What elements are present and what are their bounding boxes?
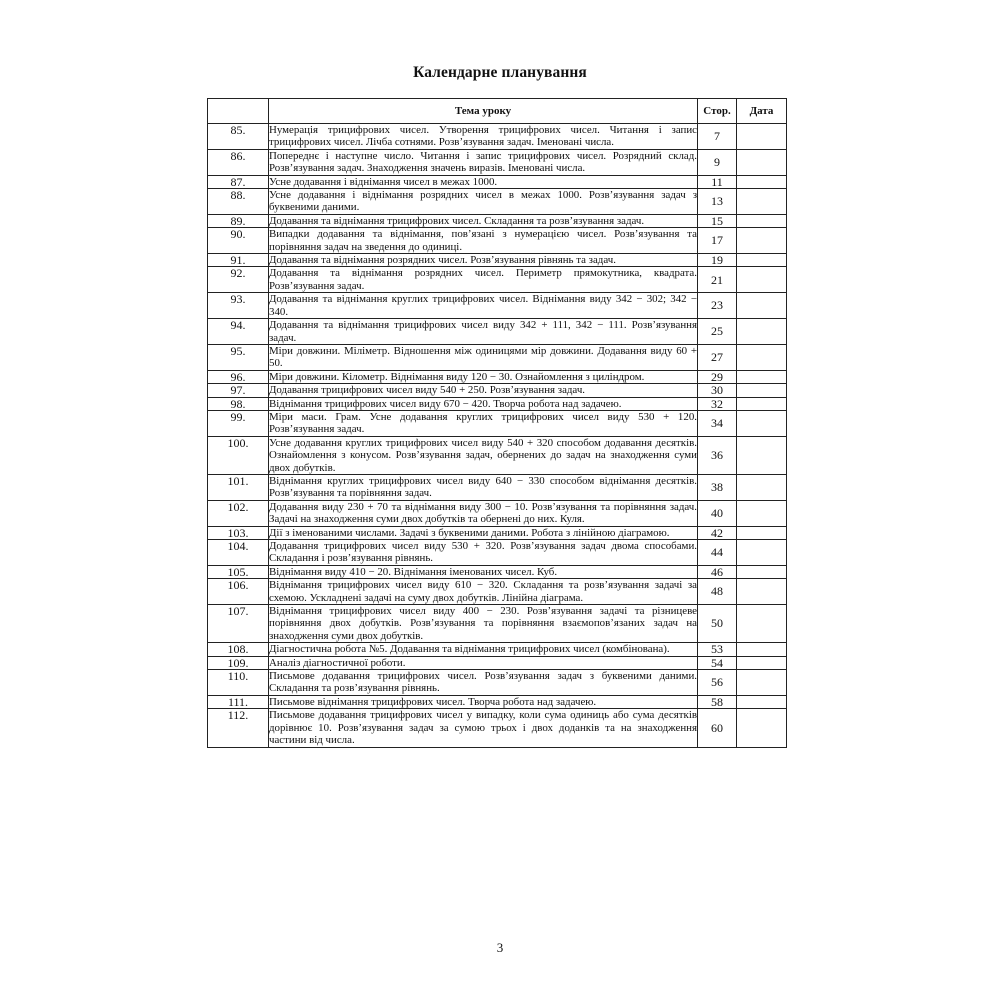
table-row bbox=[208, 500, 787, 526]
row-topic: Віднімання трицифрових чисел виду 400 − 230. Розв’язування задачі та різницеве порівняння двох добутків. Розв’язування та порівняння взаємопов’язаних задач на знаходження суми двох добутків. bbox=[269, 605, 697, 642]
row-number: 93. bbox=[208, 293, 269, 319]
row-date bbox=[737, 228, 787, 254]
row-topic: Віднімання трицифрових чисел виду 610 − 320. Складання та розв’язування задачі за схемою. Ускладнені задачі на суму двох добутків. Лінійна діаграма. bbox=[269, 579, 697, 604]
row-page: 11 bbox=[698, 175, 737, 188]
row-number: 101. bbox=[208, 474, 269, 500]
row-number: 104. bbox=[208, 540, 269, 566]
table-row bbox=[208, 695, 787, 708]
row-date bbox=[737, 149, 787, 175]
row-page: 25 bbox=[698, 319, 737, 345]
table-row bbox=[208, 656, 787, 669]
row-date bbox=[737, 124, 787, 150]
row-number: 98. bbox=[208, 397, 269, 410]
table-row bbox=[208, 254, 787, 267]
calendar-plan-table bbox=[207, 98, 787, 748]
page-number: 3 bbox=[496, 940, 504, 955]
table-row bbox=[208, 579, 787, 605]
row-date bbox=[737, 656, 787, 669]
row-topic: Додавання трицифрових чисел виду 540 + 250. Розв’язування задач. bbox=[269, 384, 698, 397]
row-page: 53 bbox=[698, 643, 737, 656]
row-date bbox=[737, 189, 787, 215]
row-topic: Нумерація трицифрових чисел. Утворення трицифрових чисел. Читання і запис трицифрових чисел. Лічба сотнями. Розв’язування задач. Іменовані числа. bbox=[269, 124, 697, 149]
row-topic: Міри довжини. Міліметр. Відношення між одиницями мір довжини. Додавання виду 60 + 50. bbox=[269, 344, 697, 370]
row-date bbox=[737, 370, 787, 383]
row-number: 100. bbox=[208, 436, 269, 474]
header-date: Дата bbox=[737, 99, 787, 124]
row-topic: Усне додавання круглих трицифрових чисел виду 540 + 320 способом додавання десятків. Ознайомлення з конусом. Розв’язування задач, обернених до задач на знаходження суми двох добутків. bbox=[269, 436, 697, 474]
row-number: 112. bbox=[208, 709, 269, 747]
table-body bbox=[208, 124, 787, 748]
row-page: 36 bbox=[698, 436, 737, 474]
row-number: 105. bbox=[208, 565, 269, 578]
row-page: 27 bbox=[698, 344, 737, 370]
row-number: 86. bbox=[208, 149, 269, 175]
row-number: 88. bbox=[208, 189, 269, 215]
row-topic: Письмове додавання трицифрових чисел у випадку, коли сума одиниць або сума десятків дорівнює 10. Розв’язування задач за сумою трьох і двох доданків та на знаходження частини від числа. bbox=[269, 709, 697, 747]
table-row bbox=[208, 175, 787, 188]
row-topic: Аналіз діагностичної роботи. bbox=[269, 656, 698, 669]
row-date bbox=[737, 319, 787, 345]
row-number: 92. bbox=[208, 267, 269, 293]
row-number: 97. bbox=[208, 384, 269, 397]
table-row bbox=[208, 124, 787, 150]
row-number: 102. bbox=[208, 500, 269, 526]
table-row bbox=[208, 370, 787, 383]
row-page: 44 bbox=[698, 540, 737, 566]
row-page: 17 bbox=[698, 228, 737, 254]
row-date bbox=[737, 670, 787, 696]
row-number: 94. bbox=[208, 319, 269, 345]
row-page: 60 bbox=[698, 709, 737, 747]
table-row bbox=[208, 228, 787, 254]
row-number: 107. bbox=[208, 605, 269, 643]
row-date bbox=[737, 565, 787, 578]
page-title: Календарне планування bbox=[413, 64, 587, 81]
table-row bbox=[208, 540, 787, 566]
row-page: 56 bbox=[698, 670, 737, 696]
row-page: 46 bbox=[698, 565, 737, 578]
table-row bbox=[208, 214, 787, 227]
table-row bbox=[208, 643, 787, 656]
row-topic: Письмове віднімання трицифрових чисел. Творча робота над задачею. bbox=[269, 695, 698, 708]
header-page: Стор. bbox=[698, 99, 737, 124]
row-date bbox=[737, 397, 787, 410]
row-number: 89. bbox=[208, 214, 269, 227]
row-topic: Діагностична робота №5. Додавання та віднімання трицифрових чисел (комбінована). bbox=[269, 643, 698, 656]
row-page: 38 bbox=[698, 474, 737, 500]
row-page: 15 bbox=[698, 214, 737, 227]
row-page: 58 bbox=[698, 695, 737, 708]
row-page: 23 bbox=[698, 293, 737, 319]
row-number: 96. bbox=[208, 370, 269, 383]
row-topic: Додавання та віднімання розрядних чисел. Розв’язування рівнянь та задач. bbox=[269, 254, 698, 267]
table-row bbox=[208, 319, 787, 345]
row-page: 50 bbox=[698, 605, 737, 643]
row-topic: Додавання та віднімання круглих трицифрових чисел. Віднімання виду 342 − 302; 342 − 340. bbox=[269, 293, 697, 318]
row-page: 19 bbox=[698, 254, 737, 267]
row-topic: Письмове додавання трицифрових чисел. Розв’язування задач з буквеними даними. Складання та розв’язування рівнянь. bbox=[269, 670, 697, 695]
row-date bbox=[737, 605, 787, 643]
table-row bbox=[208, 526, 787, 539]
row-topic: Віднімання круглих трицифрових чисел виду 640 − 330 способом віднімання десятків. Розв’язування та порівняння задач. bbox=[269, 474, 697, 500]
table-row bbox=[208, 189, 787, 215]
table-row bbox=[208, 474, 787, 500]
row-date bbox=[737, 643, 787, 656]
row-number: 103. bbox=[208, 526, 269, 539]
header-number bbox=[208, 99, 269, 124]
row-page: 54 bbox=[698, 656, 737, 669]
row-date bbox=[737, 500, 787, 526]
row-topic: Міри довжини. Кілометр. Віднімання виду 120 − 30. Ознайомлення з циліндром. bbox=[269, 370, 698, 383]
row-date bbox=[737, 695, 787, 708]
row-date bbox=[737, 344, 787, 370]
row-number: 106. bbox=[208, 579, 269, 605]
row-number: 111. bbox=[208, 695, 269, 708]
row-topic: Випадки додавання та віднімання, пов’язані з нумерацією чисел. Розв’язування та порівняння задач на зведення до одиниці. bbox=[269, 228, 697, 253]
table-row bbox=[208, 709, 787, 747]
row-page: 34 bbox=[698, 410, 737, 436]
table-row bbox=[208, 149, 787, 175]
row-date bbox=[737, 175, 787, 188]
table-row bbox=[208, 605, 787, 643]
row-topic: Віднімання трицифрових чисел виду 670 − 420. Творча робота над задачею. bbox=[269, 397, 698, 410]
row-date bbox=[737, 540, 787, 566]
row-page: 7 bbox=[698, 124, 737, 150]
row-topic: Попереднє і наступне число. Читання і запис трицифрових чисел. Розрядний склад. Розв’язування задач. Знаходження значень виразів. Іменовані числа. bbox=[269, 149, 697, 175]
row-topic: Усне додавання і віднімання чисел в межах 1000. bbox=[269, 175, 698, 188]
header-topic: Тема уроку bbox=[269, 99, 698, 124]
row-date bbox=[737, 410, 787, 436]
row-topic: Додавання та віднімання трицифрових чисел виду 342 + 111, 342 − 111. Розв’язування задач. bbox=[269, 319, 697, 344]
row-page: 30 bbox=[698, 384, 737, 397]
row-topic: Додавання та віднімання розрядних чисел. Периметр прямокутника, квадрата. Розв’язування задач. bbox=[269, 267, 697, 292]
row-date bbox=[737, 579, 787, 605]
row-topic: Додавання та віднімання трицифрових чисел. Складання та розв’язування задач. bbox=[269, 214, 698, 227]
table-header-row bbox=[208, 99, 787, 124]
row-topic: Усне додавання і віднімання розрядних чисел в межах 1000. Розв’язування задач з буквеними даними. bbox=[269, 189, 697, 214]
row-date bbox=[737, 214, 787, 227]
row-number: 108. bbox=[208, 643, 269, 656]
row-topic: Додавання виду 230 + 70 та віднімання виду 300 − 10. Розв’язування та порівняння задач. Задачі на знаходження суми двох добутків та обернені до них. Куля. bbox=[269, 500, 697, 526]
row-number: 109. bbox=[208, 656, 269, 669]
row-number: 99. bbox=[208, 410, 269, 436]
row-page: 13 bbox=[698, 189, 737, 215]
row-number: 90. bbox=[208, 228, 269, 254]
row-page: 40 bbox=[698, 500, 737, 526]
row-page: 9 bbox=[698, 149, 737, 175]
row-topic: Дії з іменованими числами. Задачі з буквеними даними. Робота з лінійною діаграмою. bbox=[269, 526, 698, 539]
row-topic: Міри маси. Грам. Усне додавання круглих трицифрових чисел виду 530 + 120. Розв’язування задач. bbox=[269, 410, 697, 436]
row-date bbox=[737, 293, 787, 319]
table-row bbox=[208, 410, 787, 436]
row-page: 21 bbox=[698, 267, 737, 293]
row-topic: Додавання трицифрових чисел виду 530 + 320. Розв’язування задач двома способами. Складання і розв’язування рівнянь. bbox=[269, 540, 697, 565]
row-number: 87. bbox=[208, 175, 269, 188]
row-page: 32 bbox=[698, 397, 737, 410]
table-row bbox=[208, 384, 787, 397]
table-row bbox=[208, 670, 787, 696]
row-page: 48 bbox=[698, 579, 737, 605]
row-number: 91. bbox=[208, 254, 269, 267]
row-date bbox=[737, 709, 787, 747]
table-row bbox=[208, 436, 787, 474]
row-number: 110. bbox=[208, 670, 269, 696]
table-row bbox=[208, 293, 787, 319]
table-row bbox=[208, 565, 787, 578]
row-number: 95. bbox=[208, 344, 269, 370]
table-row bbox=[208, 344, 787, 370]
row-date bbox=[737, 474, 787, 500]
row-date bbox=[737, 267, 787, 293]
row-page: 42 bbox=[698, 526, 737, 539]
row-date bbox=[737, 526, 787, 539]
table-row bbox=[208, 397, 787, 410]
row-number: 85. bbox=[208, 124, 269, 150]
table-row bbox=[208, 267, 787, 293]
row-date bbox=[737, 436, 787, 474]
row-page: 29 bbox=[698, 370, 737, 383]
row-date bbox=[737, 254, 787, 267]
row-topic: Віднімання виду 410 − 20. Віднімання іменованих чисел. Куб. bbox=[269, 565, 698, 578]
row-date bbox=[737, 384, 787, 397]
